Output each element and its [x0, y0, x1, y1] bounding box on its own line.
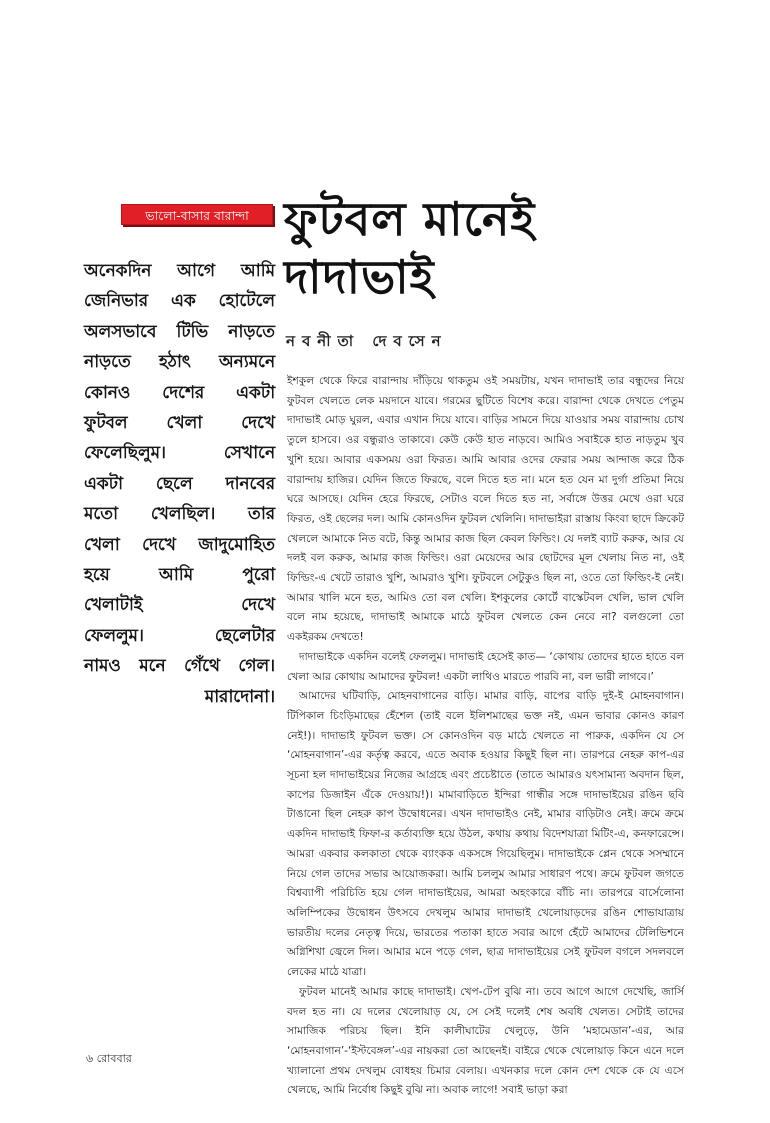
pull-quote-line: ফেলেছিলুম। সেখানে: [84, 443, 275, 464]
pull-quote-line: মারাদোনা।: [204, 686, 275, 707]
pull-quote-line: খেলাটাই দেখে: [84, 595, 275, 616]
pull-quote-line: নাড়তে হঠাৎ অন্যমনে: [84, 352, 275, 373]
body-paragraph: আমাদের ঘটিবাড়ি, মোহনবাগানের বাড়ি। মামার বাড়ি, বাপের বাড়ি দুই-ই মোহনবাগান। টিপিকাল চিংড়িমাছের হেঁশেল (তাই বলে ইলিশমাছের ভক্ত নই, এমন ভাবার কোনও কারণ নেই!)। দাদাভাই ফুটবল ভক্ত। সে কোনওদিন বড় মাঠে খেলতে না পারুক, একদিন যে সে ‘মোহনবাগান’-এর কর্তৃত্ব করবে, এতে অবাক হওয়ার কিছুই ছিল না। তারপরে নেহরু কাপ-এর সূচনা হল দাদাভাইয়ের নিজের আগ্রহে এবং প্রচেষ্টাতে (তাতে আমারও যৎসামান্য অবদান ছিল, কাপের ডিজাইন এঁকে দেওয়ায়!)। মামাবাড়িতে ইন্দিরা গান্ধীর সঙ্গে দাদাভাইয়ের রঙিন ছবি টাঙানো ছিল নেহরু কাপ উদ্বোধনের। এখন দাদাভাইও নেই, মামার বাড়িটাও নেই। ক্রমে ক্রমে একদিন দাদাভাই ফিফা-র কর্তাব্যক্তি হয়ে উঠল, কথায় কথায় বিদেশযাত্রা মিটিং-এ, কনফারেন্সে। আমরা একবার কলকাতা থেকে ব্যাংকক একসঙ্গে গিয়েছিলুম। দাদাভাইকে প্লেন থেকে সসম্মানে নিয়ে গেল তাদের সভার আয়োজকরা। আমি চললুম আমার সাধারণ পথে। ক্রমে ফুটবল জগতে বিশ্বব্যাপী পরিচিতি হয়ে গেল দাদাভাইয়ের, আমরা অহংকারে বাঁচি না। তারপরে বার্সেলোনা অলিম্পিকের উদ্বোধন উৎসবে দেখলুম আমার দাদাভাই খেলোয়াড়দের রঙিন শোভাযাত্রায় ভারতীয় দলের নেতৃত্ব দিয়ে, ভারতের পতাকা হাতে সবার আগে হেঁটে আমাদের টেলিভিশনে অগ্নিশিখা জ্বেলে দিল। আমার মনে পড়ে গেল, ছাত্র দাদাভাইয়ের সেই ফুটবল বগলে সদলবলে লেকের মাঠে যাত্রা।: [287, 690, 684, 979]
headline-line-1: ফুটবল মানেই: [284, 192, 536, 246]
pull-quote-line: অলসভাবে টিভি নাড়তে: [84, 321, 275, 342]
pull-quote-line: হয়ে আমি পুরো: [84, 565, 275, 586]
body-paragraph: দাদাভাইকে একদিন বলেই ফেললুম। দাদাভাই হেসেই কাত— ‘কোথায় তোদের হাতে হাতে বল খেলা আর কোথায় আমাদের ফুটবল! একটা লাথিও মারতে পারবি না, বল ভারী লাগবে।’: [287, 650, 684, 683]
headline: [284, 190, 614, 306]
section-tag: ভালো-বাসার বারান্দা: [121, 204, 273, 225]
body-paragraph: ইশকুল থেকে ফিরে বারান্দায় দাঁড়িয়ে থাকতুম ওই সময়টায়, যখন দাদাভাই তার বন্ধুদের নিয়ে ফুটবল খেলতে লেক ময়দানে যাবে। গরমের ছুটিতে বিশেষ করে। বারান্দা থেকে দেখতে পেতুম দাদাভাই মোড় ঘুরল, এবার এখান দিয়ে যাবে। বাড়ির সামনে দিয়ে যাওয়ার সময় বারান্দায় চোখ তুলে হাসবে। ওর বন্ধুরাও তাকাবে। কেউ কেউ হাত নাড়বে। আমিও সবাইকে হাত নাড়তুম খুব খুশি হয়ে। আবার একসময় ওরা ফিরত। আমি আবার ওদের ফেরার সময় আন্দাজ করে ঠিক বারান্দায় হাজির। যেদিন জিতে ফিরছে, বলে দিতে হত না। মনে হত যেন মা দুর্গা প্রতিমা নিয়ে ঘরে আসছে। যেদিন হেরে ফিরছে, সেটাও বলে দিতে হত না, সর্বাঙ্গে উত্তর মেখে ওরা ঘরে ফিরত, ওই ছেলের দল। আমি কোনওদিন ফুটবল খেলিনি। দাদাভাইরা রাস্তায় কিংবা ছাদে ক্রিকেট খেললে আমাকে নিত বটে, কিন্তু আমার কাজ ছিল কেবল ফিল্ডিং। যে দলই ব্যাট করুক, আর যে দলই বল করুক, আমার কাজ ফিল্ডিং। ওরা মেয়েদের আর ছোটদের মূল খেলায় নিত না, ওই ফিল্ডিং-এ খেটে তারাও খুশি, আমরাও খুশি। ফুটবলে সেটুকুও ছিল না, ওতে তো ফিল্ডিং-ই নেই। আমার খালি মনে হত, আমিও তো বল খেলি। ইশকুলের কোর্টে বাস্কেটবল খেলি, ভাল খেলি বলে নাম হয়েছে, দাদাভাই আমাকে মাঠে ফুটবল খেলতে কেন নেবে না? বলগুলো তো একইরকম দেখতে!: [287, 375, 684, 644]
pull-quote-line: জেনিভার এক হোটেলে: [84, 291, 275, 312]
pull-quote-line: নামও মনে গেঁথে গেল।: [84, 656, 275, 677]
body-paragraph: ফুটবল মানেই আমার কাছে দাদাভাই। খেপ-টেপ বুঝি না। তবে আগে আগে দেখেছি, জার্সি বদল হত না। যে দলের খেলোয়াড় যে, সে সেই দলেই শেষ অবধি খেলত। সেটাই তাদের সামাজিক পরিচয় ছিল। ইনি কালীঘাটের খেলুড়ে, উনি ‘মহামেডান’-এর, আর ‘মোহনবাগান’-‘ইস্টবেঙ্গল’-এর নায়করা তো আছেনই। বাইরে থেকে খেলোয়াড় কিনে এনে দলে খ্যালানো প্রথম দেখলুম বোধহয় চিমার বেলায়। এখনকার দলে কোন দেশ থেকে কে যে এসে খেলছে, আমি নির্বোধ কিছুই বুঝি না। অবাক লাগে! সবাই ভাড়া করা: [287, 985, 684, 1097]
pull-quote: [84, 256, 275, 712]
byline: নবনীতা দেবসেন: [286, 332, 448, 350]
pull-quote-line: মতো খেলছিল। তার: [84, 504, 275, 525]
pull-quote-line: খেলা দেখে জাদুমোহিত: [84, 534, 275, 555]
pull-quote-line: অনেকদিন আগে আমি: [84, 261, 275, 281]
pull-quote-line: ফুটবল খেলা দেখে: [84, 413, 275, 434]
pull-quote-line: ফেললুম। ছেলেটার: [84, 625, 275, 646]
headline-line-2: দাদাভাই: [284, 250, 435, 304]
pull-quote-line: কোনও দেশের একটা: [84, 382, 275, 403]
pull-quote-line: একটা ছেলে দানবের: [84, 473, 275, 494]
article-body: [287, 372, 684, 1101]
page-folio: ৬ রোববার: [86, 1052, 132, 1065]
